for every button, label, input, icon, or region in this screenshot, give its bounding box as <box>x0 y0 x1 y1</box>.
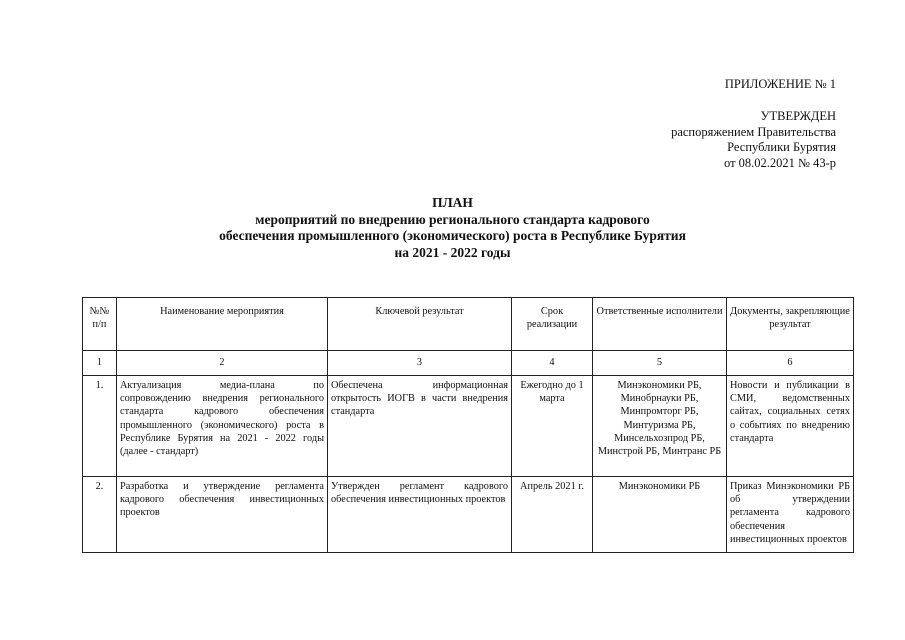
column-number: 1 <box>83 351 117 376</box>
table-row <box>83 376 854 477</box>
column-number: 4 <box>512 351 593 376</box>
table-header <box>83 298 854 351</box>
row-result: Утвержден регламент кадрового обеспечения инвестиционных проектов <box>328 477 512 553</box>
header-cell-executors: Ответственные исполнители <box>593 298 727 351</box>
row-activity: Разработка и утверждение регламента кадрового обеспечения инвестиционных проектов <box>117 477 328 553</box>
header-cell-term: Срок реализации <box>512 298 593 351</box>
column-number: 6 <box>727 351 854 376</box>
row-term: Ежегодно до 1 марта <box>512 376 593 477</box>
title-line: мероприятий по внедрению регионального стандарта кадрового <box>255 211 650 227</box>
header-cell-result: Ключевой результат <box>328 298 512 351</box>
header-cell-activity: Наименование мероприятия <box>117 298 328 351</box>
document-title <box>0 195 905 261</box>
approval-line: УТВЕРЖДЕН <box>760 109 836 123</box>
row-term: Апрель 2021 г. <box>512 477 593 553</box>
row-result: Обеспечена информационная открытость ИОГВ в части внедрения стандарта <box>328 376 512 477</box>
row-executors: Минэкономики РБ <box>593 477 727 553</box>
table-row <box>83 477 854 553</box>
column-number: 2 <box>117 351 328 376</box>
row-number: 2. <box>83 477 117 553</box>
title-line: ПЛАН <box>432 195 473 210</box>
approval-line: Республики Бурятия <box>727 140 836 154</box>
row-number: 1. <box>83 376 117 477</box>
row-activity: Актуализация медиа-плана по сопровождению внедрения регионального стандарта кадрового обеспечения промышленного (экономического) роста в Республике Бурятия на 2021 - 2022 годы (далее - стандарт) <box>117 376 328 477</box>
title-line: на 2021 - 2022 годы <box>394 244 511 260</box>
approval-line: от 08.02.2021 № 43-р <box>723 155 836 170</box>
approval-line: распоряжением Правительства <box>671 124 836 139</box>
plan-table <box>82 297 854 553</box>
row-documents: Приказ Минэкономики РБ об утверждении регламента кадрового обеспечения инвестиционных проектов <box>727 477 854 553</box>
header-cell-documents: Документы, закрепляющие результат <box>727 298 854 351</box>
row-documents: Новости и публикации в СМИ, ведомственных сайтах, социальных сетях о событиях по внедрению стандарта <box>727 376 854 477</box>
column-number: 3 <box>328 351 512 376</box>
approval-stamp <box>671 109 836 171</box>
header-cell-number: №№ п/п <box>83 298 117 351</box>
row-executors: Минэкономики РБ, Минобрнауки РБ, Минпромторг РБ, Минтуризма РБ, Минсельхозпрод РБ, Минстрой РБ, Минтранс РБ <box>593 376 727 477</box>
appendix-label: ПРИЛОЖЕНИЕ № 1 <box>724 77 836 91</box>
title-line: обеспечения промышленного (экономического) роста в Республике Бурятия <box>219 228 686 243</box>
column-number: 5 <box>593 351 727 376</box>
column-number-row <box>83 351 854 376</box>
